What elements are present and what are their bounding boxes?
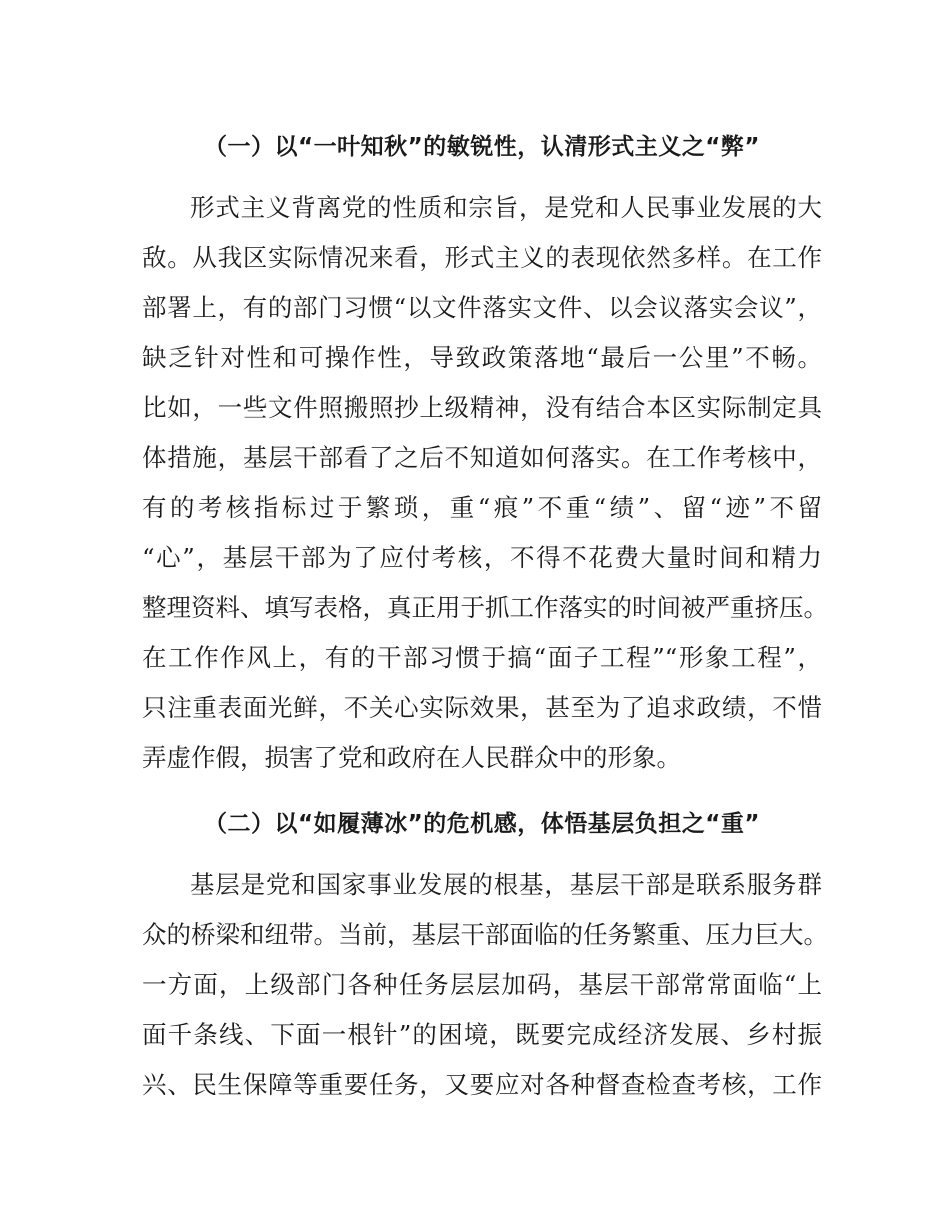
- section-2-line-4: 面千条线、下面一根针”的困境，既要完成经济发展、乡村振: [142, 1020, 822, 1049]
- section-1-line-9: 整理资料、填写表格，真正用于抓工作落实的时间被严重挤压。: [142, 593, 828, 622]
- section-1-line-6: 体措施，基层干部看了之后不知道如何落实。在工作考核中，: [142, 443, 822, 472]
- section-1-line-4: 缺乏针对性和可操作性，导致政策落地“最后一公里”不畅。: [142, 343, 822, 372]
- section-1-heading: （一）以“一叶知秋”的敏锐性，认清形式主义之“弊”: [204, 134, 760, 160]
- section-1-line-8: “心”，基层干部为了应付考核，不得不花费大量时间和精力: [142, 543, 822, 572]
- section-2-line-2: 众的桥梁和纽带。当前，基层干部面临的任务繁重、压力巨大。: [142, 920, 828, 949]
- section-1-line-10: 在工作作风上，有的干部习惯于搞“面子工程”“形象工程”，: [142, 643, 822, 672]
- section-1-line-2: 敌。从我区实际情况来看，形式主义的表现依然多样。在工作: [142, 243, 822, 272]
- section-2-heading: （二）以“如履薄冰”的危机感，体悟基层负担之“重”: [204, 811, 760, 837]
- section-1-line-12: 弄虚作假，损害了党和政府在人民群众中的形象。: [142, 743, 681, 772]
- section-1-line-1: 形式主义背离党的性质和宗旨，是党和人民事业发展的大: [190, 193, 822, 222]
- section-2-line-3: 一方面，上级部门各种任务层层加码，基层干部常常面临“上: [142, 970, 822, 999]
- section-2-line-5: 兴、民生保障等重要任务，又要应对各种督查检查考核，工作: [142, 1070, 822, 1099]
- section-2-line-1: 基层是党和国家事业发展的根基，基层干部是联系服务群: [190, 870, 822, 899]
- section-1-line-11: 只注重表面光鲜，不关心实际效果，甚至为了追求政绩，不惜: [142, 693, 822, 722]
- section-1-line-5: 比如，一些文件照搬照抄上级精神，没有结合本区实际制定具: [142, 393, 822, 422]
- section-1-line-7: 有的考核指标过于繁琐，重“痕”不重“绩”、留“迹”不留: [142, 493, 822, 522]
- section-1-line-3: 部署上，有的部门习惯“以文件落实文件、以会议落实会议”，: [142, 293, 822, 322]
